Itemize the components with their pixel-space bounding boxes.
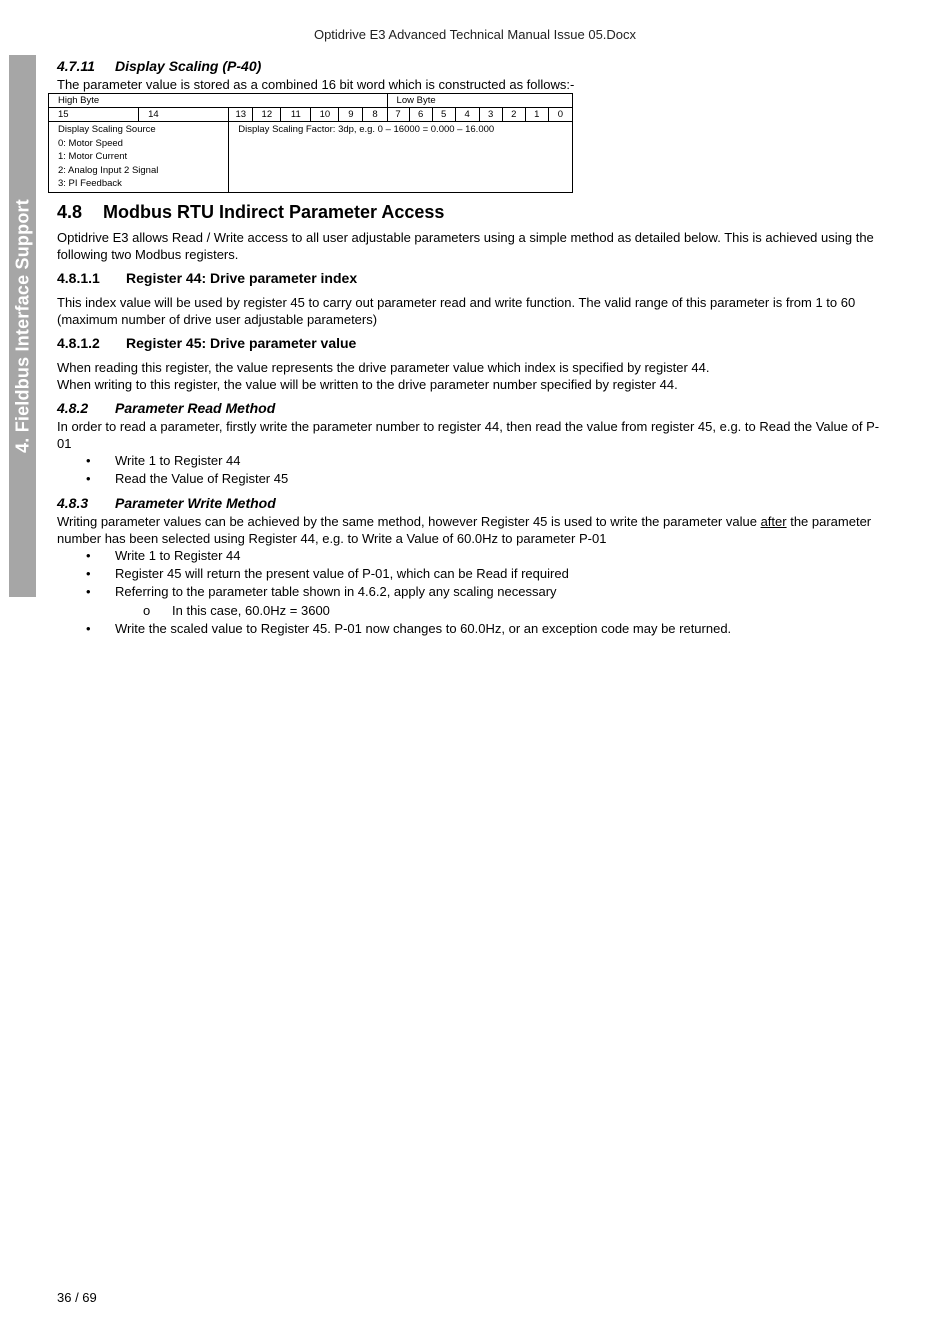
scaling-factor-text: Display Scaling Factor: 3dp, e.g. 0 – 16000 = 0.000 – 16.000: [238, 124, 495, 135]
scaling-factor-cell: [229, 122, 573, 193]
bit-cell: 2: [502, 108, 525, 122]
write-method-steps: [57, 547, 892, 638]
bit-cell: 9: [339, 108, 363, 122]
scaling-source-option: 2: Analog Input 2 Signal: [58, 164, 159, 176]
list-item: [57, 547, 892, 565]
display-scaling-intro: The parameter value is stored as a combined 16 bit word which is constructed as follows:-: [57, 77, 575, 92]
section-number: 4.8.1.1: [57, 269, 100, 286]
heading-4-8-1-1: [57, 269, 892, 288]
register-44-paragraph: This index value will be used by register 45 to carry out parameter read and write function. The valid range of this parameter is from 1 to 60 (maximum number of drive user adjustable parameters): [57, 294, 856, 327]
circle-bullet-icon: o: [143, 602, 151, 618]
bullet-icon: •: [86, 584, 91, 600]
register-45-read-line: When reading this register, the value represents the drive parameter value which index is specified by register 44.: [57, 359, 710, 375]
section-title: Register 44: Drive parameter index: [126, 269, 358, 286]
list-item: [57, 470, 892, 488]
section-number: 4.7.11: [57, 58, 95, 74]
bit-cell: 5: [432, 108, 455, 122]
list-item-text: Write 1 to Register 44: [115, 452, 241, 468]
byte-header-row: [49, 94, 573, 108]
list-item: [57, 452, 892, 470]
heading-4-8: [57, 201, 892, 223]
bullet-icon: •: [86, 547, 91, 563]
bit-number-row: [49, 108, 573, 122]
heading-4-8-1-2: [57, 334, 892, 353]
list-item: [57, 565, 892, 583]
bullet-icon: •: [86, 452, 91, 468]
list-item-text: Referring to the parameter table shown in 4.6.2, apply any scaling necessary: [115, 584, 557, 600]
section-number: 4.8.1.2: [57, 334, 100, 351]
scaling-source-title: Display Scaling Source: [58, 124, 156, 135]
bit-cell: 6: [409, 108, 432, 122]
low-byte-label: Low Byte: [387, 94, 572, 108]
page-header: Optidrive E3 Advanced Technical Manual Issue 05.Docx: [313, 27, 637, 42]
text-run: Writing parameter values can be achieved by the same method, however Register 45 is used to write the parameter value: [57, 513, 761, 529]
register-45-write-line: When writing to this register, the value will be written to the drive parameter number specified by register 44.: [57, 376, 678, 392]
bit-cell: 14: [139, 108, 229, 122]
read-method-paragraph: In order to read a parameter, firstly write the parameter number to register 44, then read the value from register 45, e.g. to Read the Value of P-01: [57, 418, 880, 451]
bullet-icon: •: [86, 566, 91, 582]
list-item-text: Register 45 will return the present value of P-01, which can be Read if required: [115, 566, 569, 582]
high-byte-label: High Byte: [49, 94, 388, 108]
modbus-intro-paragraph: Optidrive E3 allows Read / Write access to all user adjustable parameters using a simple method as detailed below. This is achieved using the following two Modbus registers.: [57, 229, 874, 262]
list-item: [57, 583, 892, 601]
page-content: [57, 56, 892, 638]
section-number: 4.8: [57, 201, 83, 222]
page-number: 36 / 69: [57, 1290, 97, 1305]
section-title: Modbus RTU Indirect Parameter Access: [103, 201, 445, 222]
section-title: Register 45: Drive parameter value: [126, 334, 357, 351]
sub-list-item: [57, 602, 892, 620]
bit-cell: 15: [49, 108, 139, 122]
chapter-side-tab-label: 4. Fieldbus Interface Support: [12, 199, 32, 453]
scaling-source-option: 1: Motor Current: [58, 151, 128, 162]
bullet-icon: •: [86, 470, 91, 486]
bit-meaning-row: [49, 122, 573, 193]
bit-cell: 4: [455, 108, 479, 122]
bit-cell: 10: [311, 108, 339, 122]
bit-cell: 7: [387, 108, 409, 122]
chapter-side-tab: [9, 55, 36, 597]
list-item-text: In this case, 60.0Hz = 3600: [172, 602, 330, 618]
scaling-source-option: 3: PI Feedback: [58, 178, 122, 189]
scaling-source-option: 0: Motor Speed: [58, 137, 123, 149]
heading-4-8-2: [57, 398, 892, 418]
bit-cell: 11: [281, 108, 311, 122]
bit-cell: 3: [479, 108, 502, 122]
bit-layout-table: [48, 93, 573, 193]
section-number: 4.8.2: [57, 399, 89, 416]
section-number: 4.8.3: [57, 494, 89, 511]
bit-cell: 13: [229, 108, 253, 122]
read-method-steps: [57, 452, 892, 488]
bit-cell: 1: [525, 108, 548, 122]
section-title: Display Scaling (P-40): [115, 58, 262, 74]
section-title: Parameter Read Method: [115, 399, 276, 416]
bit-cell: 0: [548, 108, 572, 122]
heading-4-7-11: [57, 56, 892, 76]
write-method-paragraph: [57, 513, 892, 547]
text-run: the parameter number has been selected using Register 44, e.g. to Write a Value of 60.0Hz to parameter P-01: [57, 513, 872, 546]
scaling-source-cell: [49, 122, 229, 193]
list-item-text: Read the Value of Register 45: [115, 470, 289, 486]
list-item-text: Write the scaled value to Register 45. P-01 now changes to 60.0Hz, or an exception code may be returned.: [115, 620, 732, 636]
underlined-text: after: [760, 513, 787, 529]
section-title: Parameter Write Method: [115, 494, 276, 511]
list-item-text: Write 1 to Register 44: [115, 547, 241, 563]
list-item: [57, 620, 892, 638]
heading-4-8-3: [57, 493, 892, 513]
bullet-icon: •: [86, 620, 91, 636]
bit-cell: 8: [363, 108, 387, 122]
bit-cell: 12: [253, 108, 281, 122]
